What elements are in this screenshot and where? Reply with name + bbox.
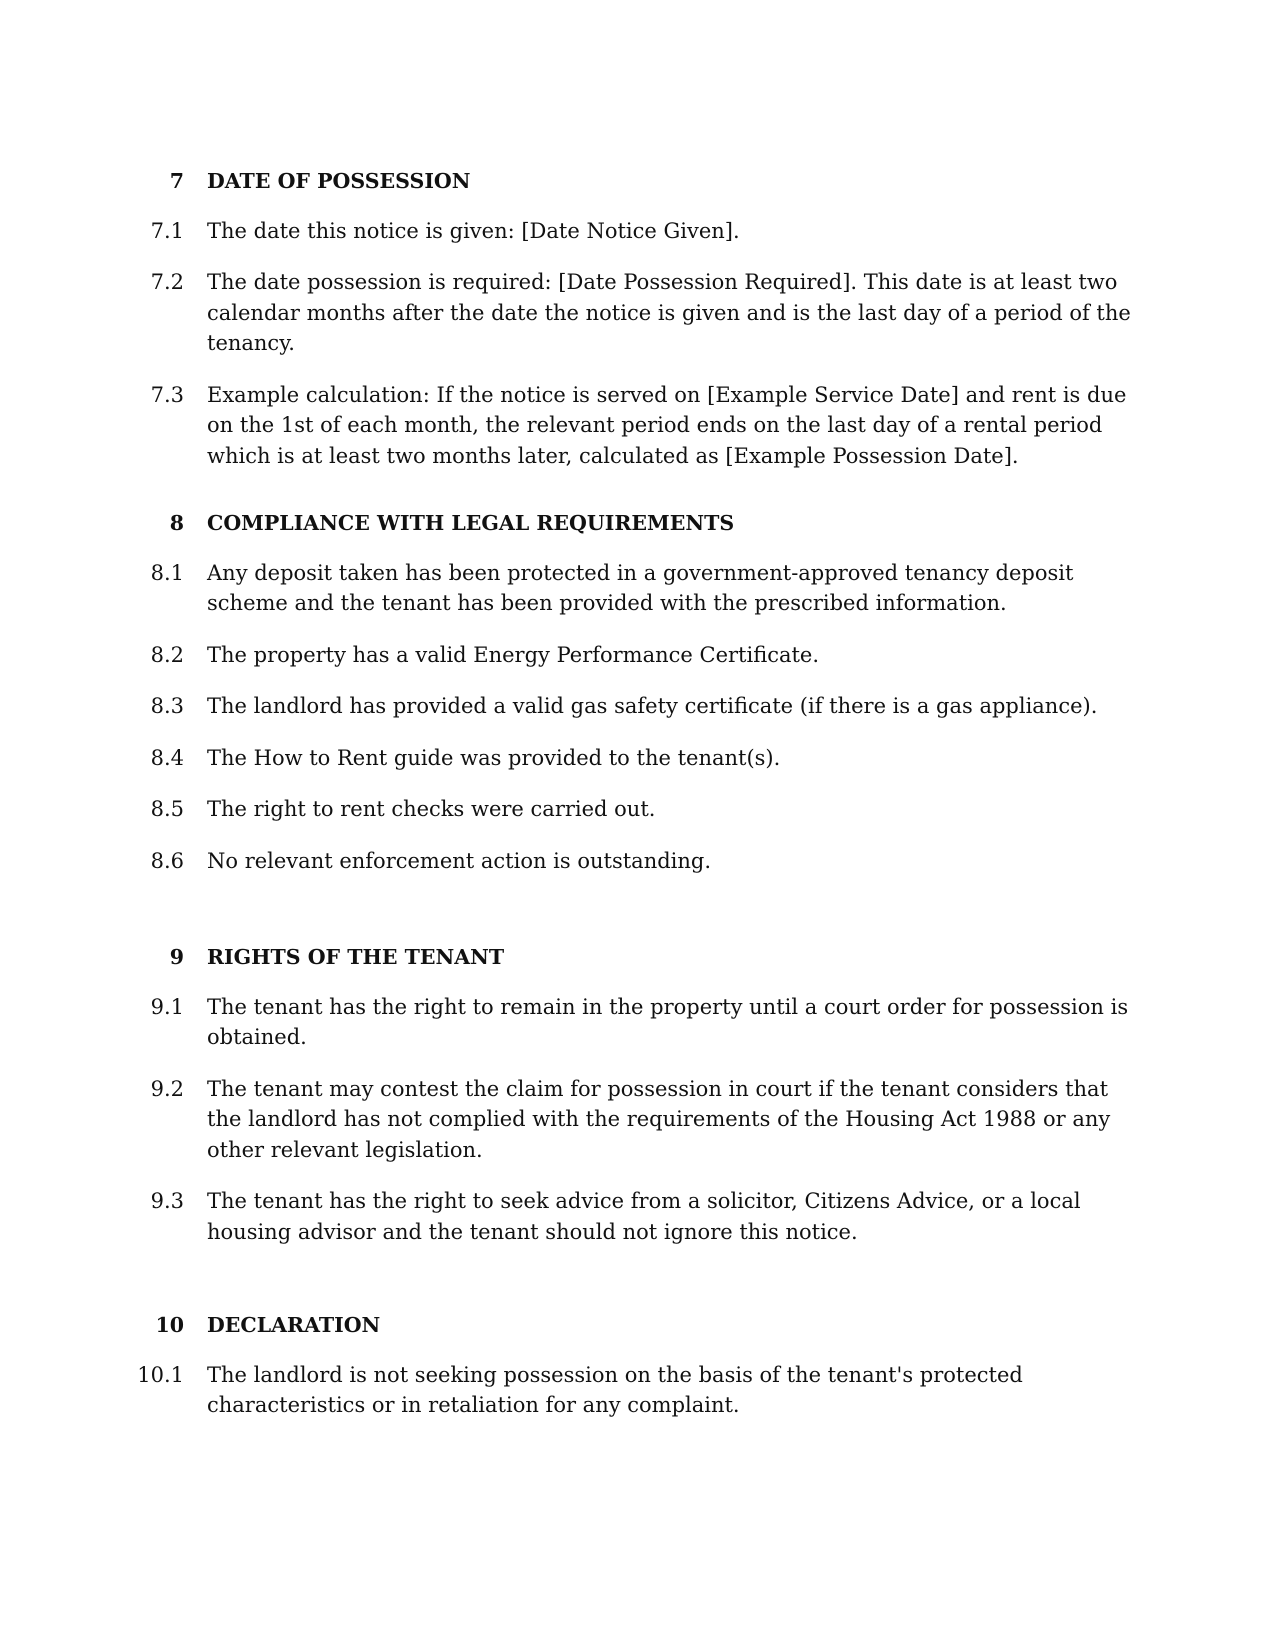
section-number: 9 [169,945,184,969]
clause-text: The right to rent checks were carried out. [207,797,656,821]
clause-number: 7.1 [150,218,184,243]
clause-text: The tenant may contest the claim for possession in court if the tenant considers that the landlord has not complied with the requirements of the Housing Act 1988 or any other relevant legislation. [207,1076,1111,1162]
clause [0,691,1275,722]
section-number: 10 [155,1313,184,1337]
section-compliance [0,508,1275,897]
clause-text: The How to Rent guide was provided to the tenant(s). [207,745,781,770]
section-heading [0,942,1275,973]
clause [0,1360,1275,1421]
clause-number: 8.4 [150,745,184,770]
clause-text: The date this notice is given: [Date Notice Given]. [207,218,740,243]
clause-number: 10.1 [137,1362,184,1387]
clause-text: The landlord has provided a valid gas safety certificate (if there is a gas appliance). [207,694,1098,718]
clause [0,558,1275,619]
section-rights-of-tenant [0,942,1275,1268]
clause-number: 8.6 [150,848,184,873]
clause [0,267,1275,359]
clause-text: The property has a valid Energy Performance Certificate. [207,642,820,667]
clause-number: 9.1 [150,994,184,1019]
clause-text: The tenant has the right to remain in the property until a court order for possession is obtained. [207,994,1129,1049]
clause-number: 8.1 [150,560,184,585]
clause [0,743,1275,774]
clause-number: 8.3 [150,694,184,718]
section-title: DATE OF POSSESSION [207,169,471,193]
clause-number: 8.2 [150,642,184,667]
clause-text: The tenant has the right to seek advice from a solicitor, Citizens Advice, or a local housing advisor and the tenant should not ignore this notice. [207,1189,1081,1244]
clause-text: Example calculation: If the notice is served on [Example Service Date] and rent is due on the 1st of each month, the relevant period ends on the last day of a rental period which is at least two months later, calculated as [Example Possession Date]. [207,382,1127,468]
clause [0,1074,1275,1166]
clause-number: 9.3 [150,1189,184,1213]
section-heading [0,508,1275,539]
clause-text: Any deposit taken has been protected in a government-approved tenancy deposit scheme and the tenant has been provided with the prescribed information. [207,560,1074,615]
clause-text: The date possession is required: [Date Possession Required]. This date is at least two calendar months after the date the notice is given and is the last day of a period of the tenancy. [207,270,1131,355]
clause [0,992,1275,1053]
section-heading [0,166,1275,197]
section-heading [0,1310,1275,1341]
clause-number: 7.2 [150,270,184,294]
clause [0,846,1275,877]
section-number: 7 [169,169,184,193]
clause [0,640,1275,671]
clause [0,216,1275,247]
section-title: DECLARATION [207,1313,381,1337]
clause-number: 8.5 [150,797,184,821]
clause-text: The landlord is not seeking possession on the basis of the tenant's protected characteristics or in retaliation for any complaint. [207,1362,1023,1417]
section-date-of-possession [0,166,1275,492]
clause-number: 7.3 [150,382,184,407]
clause-text: No relevant enforcement action is outstanding. [207,848,712,873]
clause-number: 9.2 [150,1076,184,1101]
clause [0,794,1275,825]
clause [0,380,1275,472]
section-title: COMPLIANCE WITH LEGAL REQUIREMENTS [207,511,735,535]
section-number: 8 [169,511,184,535]
section-title: RIGHTS OF THE TENANT [207,945,505,969]
section-declaration [0,1310,1275,1442]
clause [0,1186,1275,1247]
